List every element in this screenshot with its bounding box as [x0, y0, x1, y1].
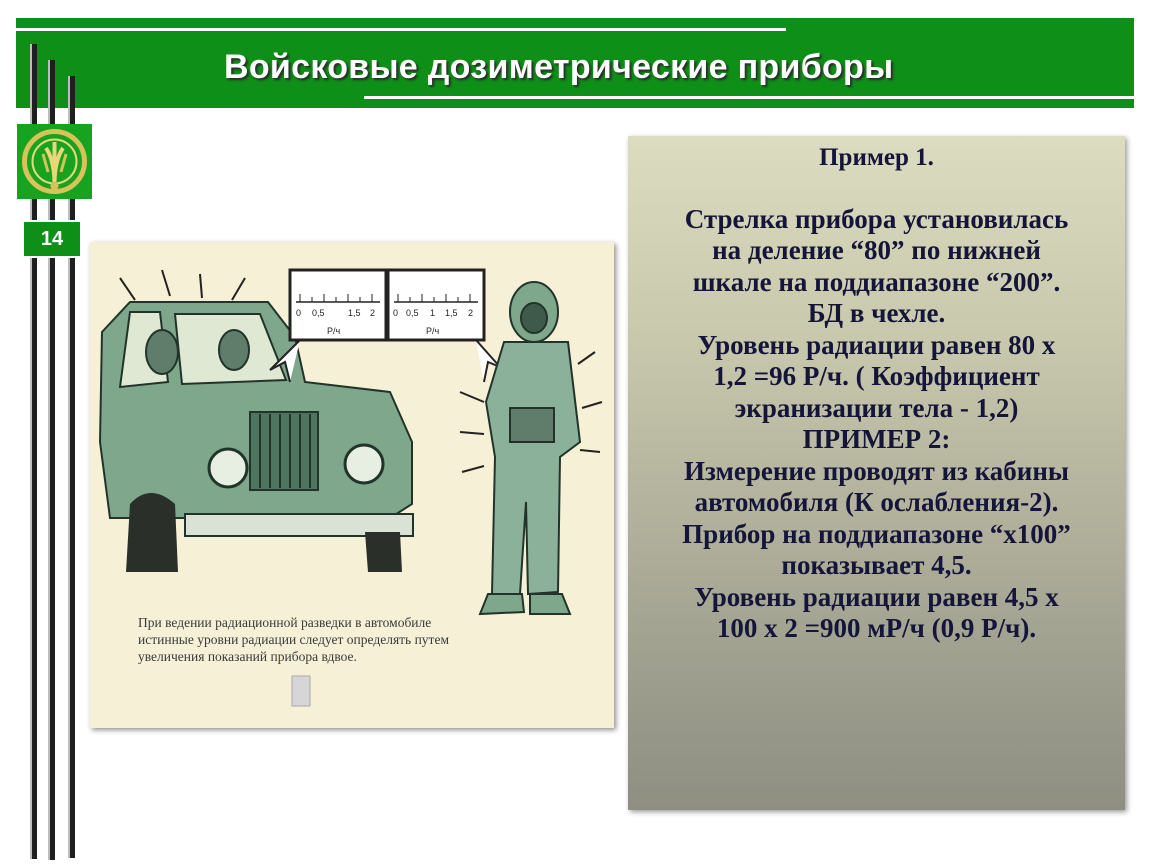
example-text: [628, 142, 1125, 645]
gauge-left-tick: 1,5: [348, 308, 361, 318]
gauge-left-tick: 0: [296, 308, 302, 318]
gauge-right-tick: 1: [430, 308, 436, 318]
gauge-left-tick: 0,5: [312, 308, 325, 318]
panel-line: автомобиля (К ослабления-2).: [694, 487, 1059, 517]
header-band: [16, 18, 1134, 108]
panel-line: Прибор на поддиапазоне “х100”: [682, 518, 1071, 549]
illustration-caption: [138, 614, 478, 665]
panel-line: шкале на поддиапазоне “200”.: [692, 266, 1061, 297]
panel-line: на деление “80” по нижней: [712, 235, 1041, 265]
person-in-protective-suit: [480, 282, 580, 614]
panel-line: 1,2 =96 Р/ч. ( Коэффициент: [713, 361, 1040, 391]
header-line-top: [16, 28, 786, 31]
panel-line: Стрелка прибора установилась: [684, 203, 1069, 234]
gauge-right-unit: Р/ч: [426, 326, 440, 336]
example1-title: Пример 1.: [819, 144, 934, 171]
gauge-right-tick: 1,5: [445, 308, 458, 318]
caption-line: истинные уровни радиации следует определять путем: [138, 632, 449, 647]
truck-illustration: [100, 302, 413, 572]
gauge-left-tick: 2: [370, 308, 376, 318]
panel-line: Уровень радиации равен 4,5 х: [694, 581, 1059, 612]
header-line-bottom: [364, 96, 1134, 99]
caption-line: При ведении радиационной разведки в автомобиле: [138, 615, 432, 630]
panel-line: Измерение проводят из кабины: [684, 455, 1069, 486]
gauge-right: [388, 270, 500, 382]
panel-line: экранизации тела - 1,2): [734, 392, 1019, 423]
panel-line: ПРИМЕР 2:: [802, 424, 951, 454]
panel-line: показывает 4,5.: [781, 550, 972, 580]
panel-line: 100 х 2 =900 мР/ч (0,9 Р/ч).: [716, 613, 1037, 643]
example-text-panel: [628, 136, 1125, 810]
caption-line: увеличения показаний прибора вдвое.: [138, 649, 357, 664]
slide-title: Войсковые дозиметрические приборы: [224, 48, 894, 86]
panel-line: Уровень радиации равен 80 х: [697, 329, 1056, 360]
dosimetry-illustration: [90, 242, 614, 728]
panel-line: БД в чехле.: [807, 298, 946, 328]
gauge-left-unit: Р/ч: [327, 326, 341, 336]
gauge-right-tick: 2: [468, 308, 474, 318]
page-number-badge: 14: [22, 220, 82, 258]
gauge-right-tick: 0: [393, 308, 399, 318]
emblem-icon: [17, 124, 92, 199]
gauge-right-tick: 0,5: [406, 308, 419, 318]
